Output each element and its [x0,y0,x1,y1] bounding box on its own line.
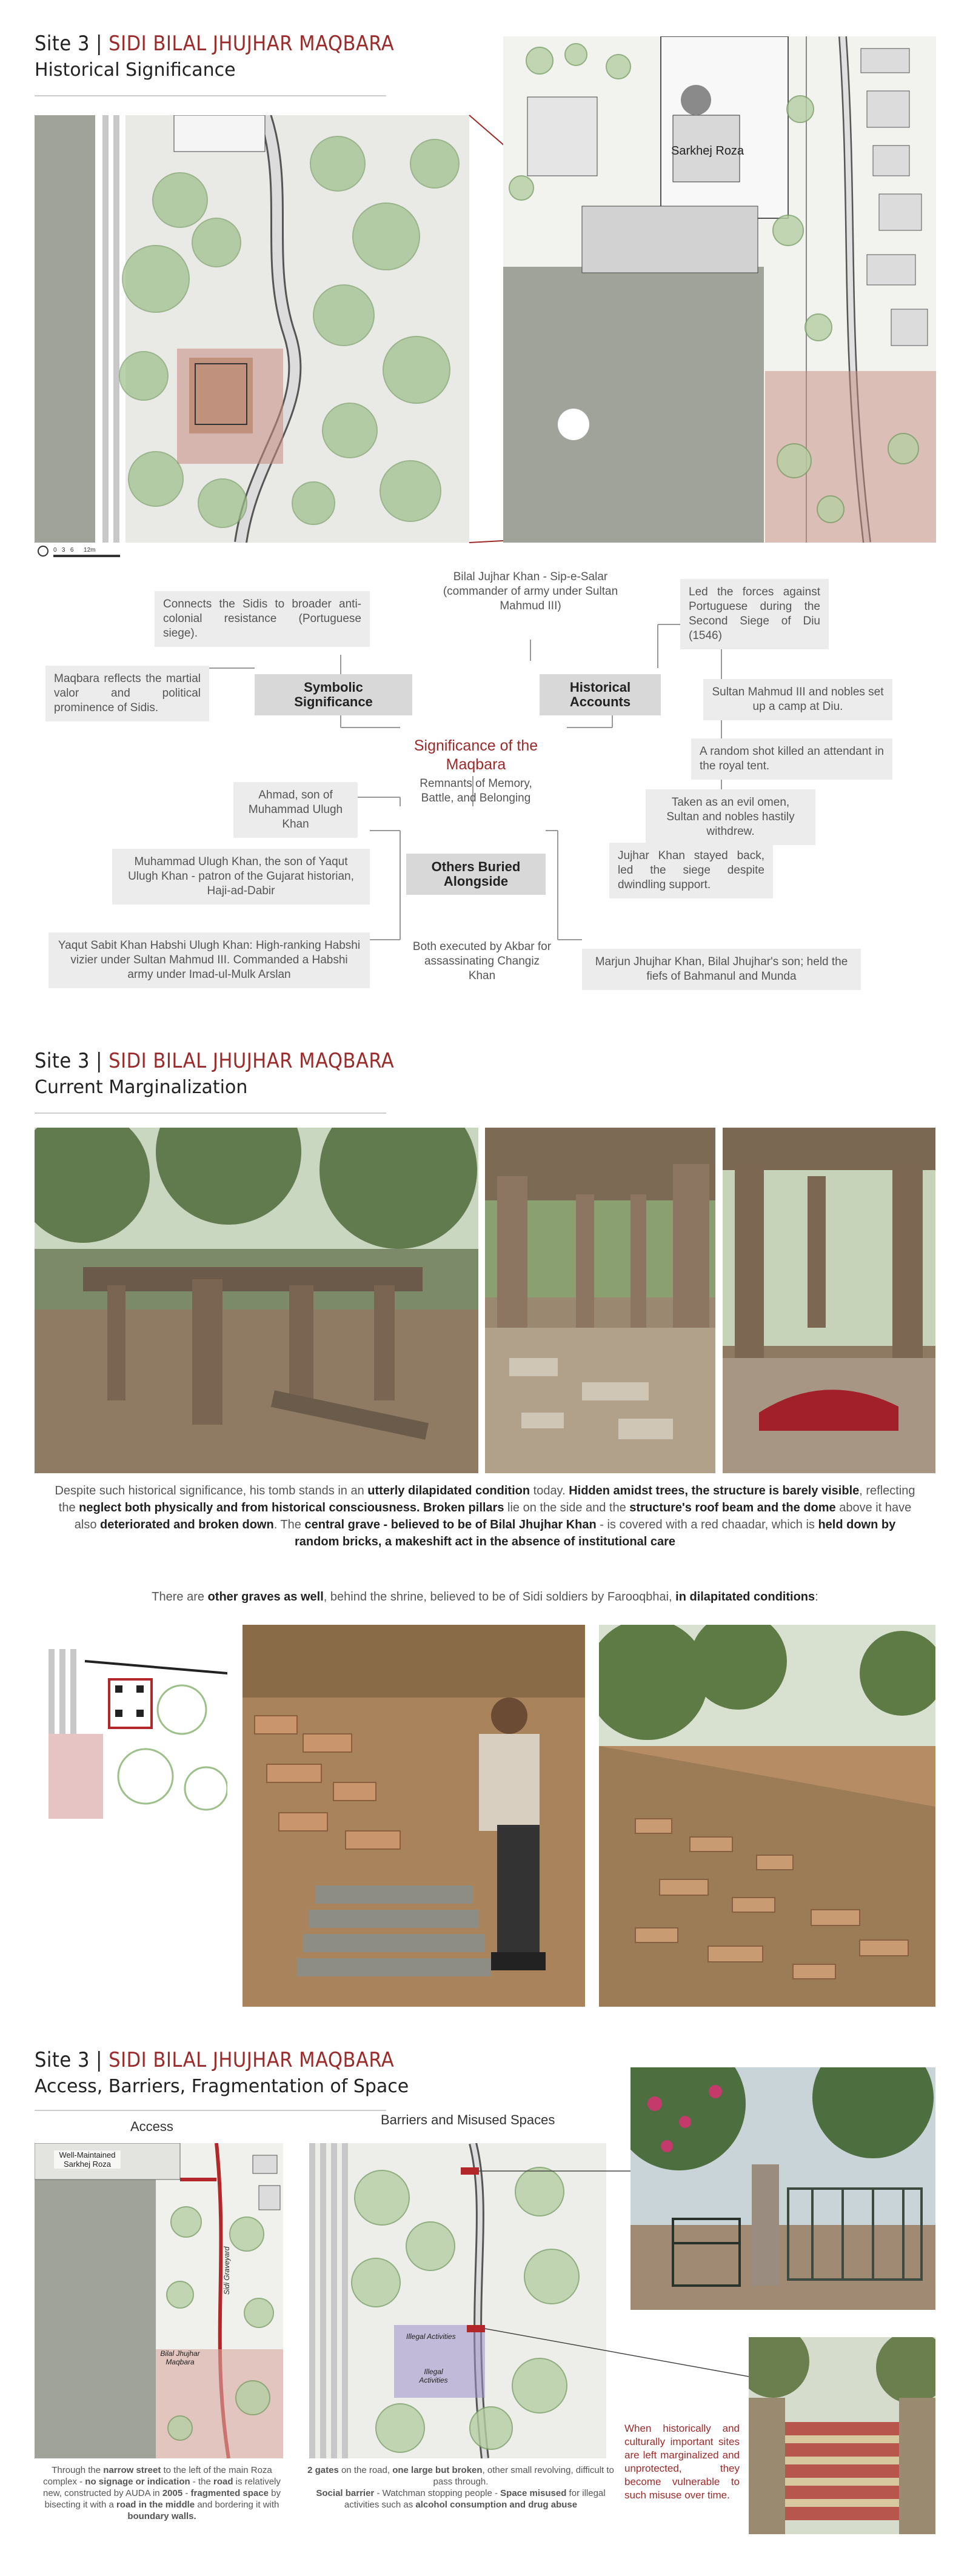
tomb-photo-pillars [485,1128,715,1473]
marginalization-paragraph-run: , reflecting the [58,1484,915,1514]
other-graves-line-run: other graves as well [207,1590,324,1604]
marginalization-paragraph-run: lie on the side and the [504,1501,630,1514]
access-caption-run: - [182,2488,191,2498]
historical-chain-1: Led the forces against Portuguese during the Second Siege of Diu (1546) [680,579,829,649]
section-2-subtitle: Current Marginalization [35,1077,248,1098]
section-3-subtitle: Access, Barriers, Fragmentation of Space [35,2076,409,2097]
access-label-graveyard: Sidi Graveyard [222,2246,231,2295]
access-caption-run: boundary walls. [127,2511,196,2521]
other-graves-line-run: , behind the shrine, believed to be of Sidi soldiers by Farooqbhai, [323,1590,676,1604]
marginalization-paragraph-run: above it have also [74,1501,912,1531]
marginalization-paragraph [55,1482,915,1550]
center-significance [403,737,549,806]
barriers-caption-run: for illegal activities such as [344,2488,606,2510]
center-title: Significance of the Maqbara [413,737,538,773]
access-title: Access [130,2119,173,2134]
marginalization-paragraph-run: held down by random bricks, a makeshift act in the absence of institutional care [295,1518,896,1548]
other-graves-line-run: There are [152,1590,208,1604]
barriers-caption-run: Space misused [500,2488,567,2498]
access-caption-run: no signage or indication [85,2477,190,2487]
section-3-title: Site 3 | SIDI BILAL JHUJHAR MAQBARA [35,2048,395,2072]
symbolic-significance-heading: Symbolic Significance [255,674,412,715]
marginalization-paragraph-run: neglect both physically and from historical consciousness. [79,1501,420,1514]
historical-chain-4: Taken as an evil omen, Sultan and nobles hastily withdrew. [646,789,815,845]
site-plan-context-map [503,36,936,543]
graves-location-map [48,1637,227,1819]
tomb-photo-wide [35,1128,478,1473]
broken-steps-man-photo [242,1625,585,2007]
access-caption-run: - the [190,2477,213,2487]
barriers-title: Barriers and Misused Spaces [381,2112,555,2127]
north-arrow-icon [38,546,48,557]
stairs-photo [749,2337,935,2534]
section-2-rule [35,1112,386,1114]
access-caption-run: road in the middle [116,2500,195,2510]
access-caption [35,2464,289,2522]
marginalization-paragraph-run: central grave - believed to be of Bilal Jhujhar Khan [304,1518,597,1531]
section-3-rule [35,2110,386,2111]
barriers-caption [303,2464,618,2511]
barriers-caption-run: one large but broken [392,2465,483,2475]
executed-note: Both executed by Akbar for assassinating Changiz Khan [412,940,552,982]
access-label-roza: Well-Maintained Sarkhej Roza [54,2150,121,2169]
barriers-caption-run: , other small revolving, difficult to pass through. [433,2465,614,2487]
access-caption-run: Through the [52,2465,104,2475]
access-caption-run: by bisecting it with a [44,2488,281,2510]
historical-top: Bilal Jujhar Khan - Sip-e-Salar (commander of army under Sultan Mahmud III) [443,570,618,612]
other-graves-line-run: : [815,1590,818,1604]
gate-photo [630,2067,935,2310]
access-caption-run: 2005 [162,2488,183,2498]
section-1-title: Site 3 | SIDI BILAL JHUJHAR MAQBARA [35,32,395,56]
marginalization-paragraph-run: structure's roof beam and the dome [629,1501,836,1514]
marginalization-paragraph-run: Hidden amidst trees, the structure is barely visible [569,1484,860,1497]
barriers-caption-run: on the road, [338,2465,393,2475]
barriers-caption-run: alcohol consumption and drug abuse [415,2500,578,2510]
historical-chain-2: Sultan Mahmud III and nobles set up a camp at Diu. [703,679,892,720]
marginalization-paragraph-run: - is covered with a red chaadar, which is [596,1518,818,1531]
scattered-bricks-photo [599,1625,935,2007]
marginalization-paragraph-run: deteriorated and broken down [100,1518,274,1531]
scale-bar: 0 3 6 12m [53,547,120,557]
others-item-4: Marjun Jhujhar Khan, Bilal Jhujhar's son; held the fiefs of Bahmanul and Munda [582,949,861,990]
access-caption-run: fragmented space [190,2488,269,2498]
barriers-caption-run: - Watchman stopping people - [374,2488,501,2498]
marginalization-paragraph-run: utterly dilapidated condition [367,1484,530,1497]
barriers-caption-run: Social barrier [316,2488,375,2498]
symbolic-item-1: Connects the Sidis to broader anti-colonial resistance (Portuguese siege). [155,591,370,647]
access-caption-run: is relatively new, constructed by AUDA in [43,2477,281,2498]
others-item-2: Muhammad Ulugh Khan, the son of Yaqut Ulugh Khan - patron of the Gujarat historian, Haji-ad-Dabir [112,849,370,905]
historical-chain-3: A random shot killed an attendant in the royal tent. [691,738,892,780]
barriers-label-illegal-2: Illegal Activities [419,2367,448,2384]
others-item-1: Ahmad, son of Muhammad Ulugh Khan [233,782,358,838]
access-caption-run: road [213,2477,233,2487]
others-buried-heading: Others Buried Alongside [406,854,546,895]
others-item-3: Yaqut Sabit Khan Habshi Ulugh Khan: High-ranking Habshi vizier under Sultan Mahmud III. Commanded a Habshi army under Imad-ul-Mulk Arslan [48,932,370,988]
symbolic-item-2: Maqbara reflects the martial valor and political prominence of Sidis. [45,666,209,721]
section-2-title: Site 3 | SIDI BILAL JHUJHAR MAQBARA [35,1049,395,1073]
marginalization-paragraph-run: Despite such historical significance, his tomb stands in an [55,1484,368,1497]
access-caption-run: and bordering it with [195,2500,279,2510]
marginalization-paragraph-run: today. [530,1484,569,1497]
access-caption-run: narrow street [103,2465,161,2475]
historical-chain-5: Jujhar Khan stayed back, led the siege despite dwindling support. [609,843,773,898]
grave-red-chaadar-photo [723,1128,935,1473]
marginalization-paragraph-run: . The [273,1518,305,1531]
sarkhej-roza-label: Sarkhej Roza [671,144,744,158]
other-graves-line [55,1588,915,1605]
historical-accounts-heading: Historical Accounts [540,674,661,715]
section-1-subtitle: Historical Significance [35,59,236,81]
barriers-label-illegal-1: Illegal Activities [406,2332,456,2341]
access-label-maqbara: Bilal Jhujhar Maqbara [160,2349,200,2366]
marginalization-paragraph-run: Broken pillars [423,1501,504,1514]
other-graves-line-run: in dilapitated conditions [675,1590,815,1604]
access-caption-run: to the left of the main Roza complex - [43,2465,272,2487]
center-subtitle: Remnants of Memory, Battle, and Belonging [420,777,532,805]
misuse-warning-text: When historically and culturally important sites are left marginalized and unprotected, they become vulnerable to such misuse over time. [624,2423,740,2501]
barriers-caption-run: 2 gates [307,2465,339,2475]
